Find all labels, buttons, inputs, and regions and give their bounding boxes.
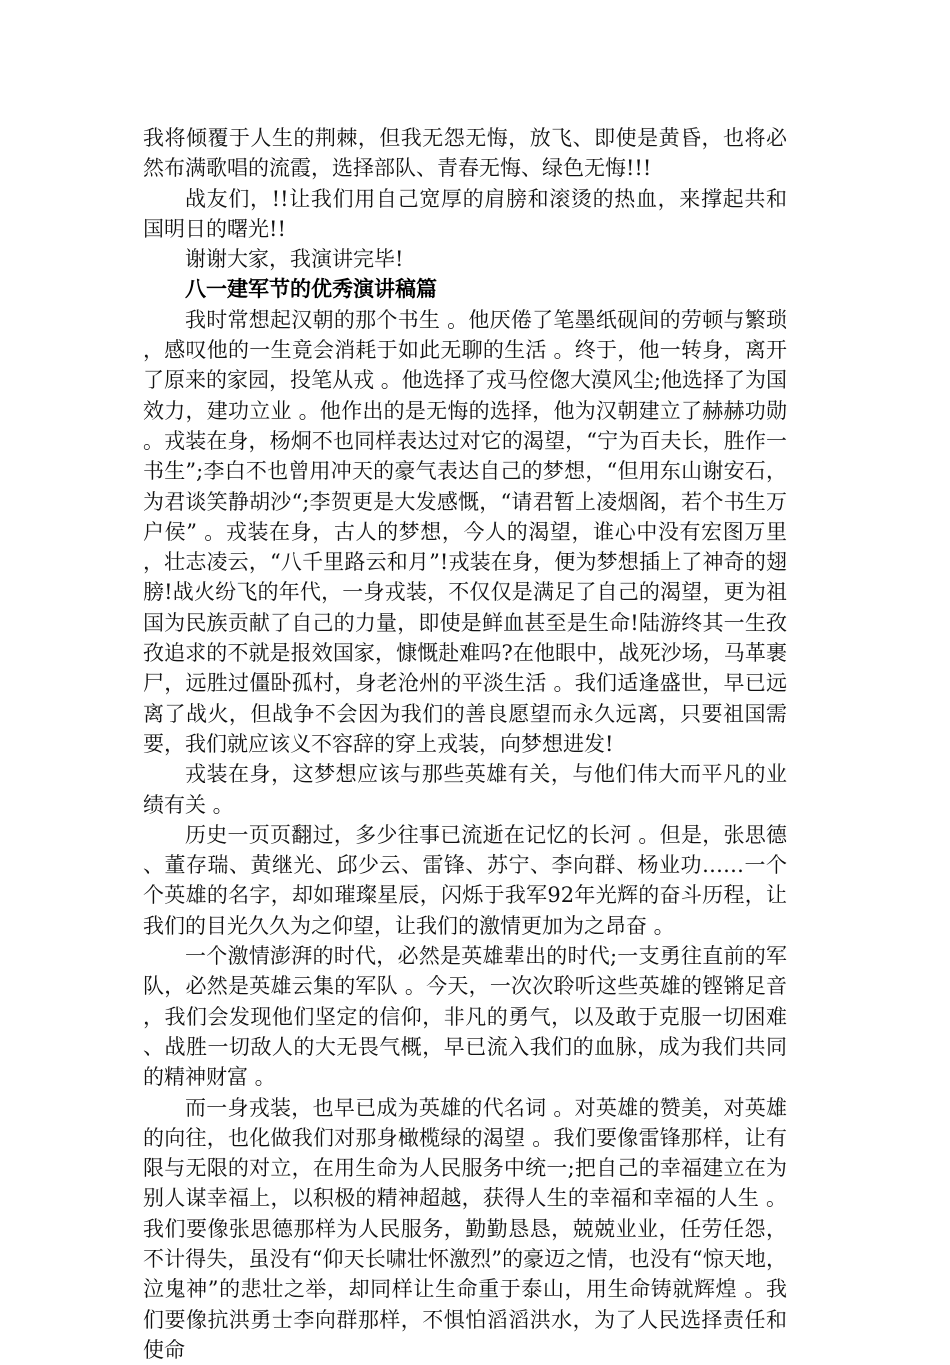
paragraph: 历史一页页翻过，多少往事已流逝在记忆的长河 。但是，张思德、董存瑞、黄继光、邱少云、雷锋、苏宁、李向群、杨业功……一个个英雄的名字，却如璀璨星辰，闪烁于我军92年光辉的奋斗历程，让我们的目光久久为之仰望，让我们的激情更加为之昂奋 。 <box>143 820 787 941</box>
paragraph: 一个激情澎湃的时代，必然是英雄辈出的时代;一支勇往直前的军队，必然是英雄云集的军队 。今天，一次次聆听这些英雄的铿锵足音，我们会发现他们坚定的信仰，非凡的勇气，以及敢于克服一切困难、战胜一切敌人的大无畏气概，早已流入我们的血脉，成为我们共同的精神财富 。 <box>143 941 787 1092</box>
document-body <box>143 123 787 1365</box>
paragraph: 谢谢大家，我演讲完毕! <box>143 244 787 274</box>
section-heading: 八一建军节的优秀演讲稿篇 <box>143 274 787 304</box>
paragraph: 戎装在身，这梦想应该与那些英雄有关，与他们伟大而平凡的业绩有关 。 <box>143 759 787 820</box>
paragraph: 战友们，!!让我们用自己宽厚的肩膀和滚烫的热血，来撑起共和国明日的曙光!! <box>143 184 787 245</box>
paragraph: 我时常想起汉朝的那个书生 。他厌倦了笔墨纸砚间的劳顿与繁琐，感叹他的一生竟会消耗于如此无聊的生活 。终于，他一转身，离开了原来的家园，投笔从戎 。他选择了戎马倥偬大漠风尘;他选择了为国效力，建功立业 。他作出的是无悔的选择，他为汉朝建立了赫赫功勋 。戎装在身，杨炯不也同样表达过对它的渴望，“宁为百夫长，胜作一书生”;李白不也曾用冲天的豪气表达自己的梦想，“但用东山谢安石，为君谈笑静胡沙“;李贺更是大发感慨，“请君暂上凌烟阁，若个书生万户侯” 。戎装在身，古人的梦想，今人的渴望，谁心中没有宏图万里，壮志凌云，“八千里路云和月”!戎装在身，便为梦想插上了神奇的翅膀!战火纷飞的年代，一身戎装，不仅仅是满足了自己的渴望，更为祖国为民族贡献了自己的力量，即使是鲜血甚至是生命!陆游终其一生孜孜追求的不就是报效国家，慷慨赴难吗?在他眼中，战死沙场，马革裹尸，远胜过僵卧孤村，身老沧州的平淡生活 。我们适逢盛世，早已远离了战火，但战争不会因为我们的善良愿望而永久远离，只要祖国需要，我们就应该义不容辞的穿上戎装，向梦想进发! <box>143 305 787 759</box>
paragraph: 而一身戎装，也早已成为英雄的代名词 。对英雄的赞美，对英雄的向往，也化做我们对那身橄榄绿的渴望 。我们要像雷锋那样，让有限与无限的对立，在用生命为人民服务中统一;把自己的幸福建立在为别人谋幸福上，以积极的精神超越，获得人生的幸福和幸福的人生 。我们要像张思德那样为人民服务，勤勤恳恳，兢兢业业，任劳任怨，不计得失，虽没有“仰天长啸壮怀激烈”的豪迈之情，也没有“惊天地，泣鬼神”的悲壮之举，却同样让生命重于泰山，用生命铸就辉煌 。我们要像抗洪勇士李向群那样，不惧怕滔滔洪水，为了人民选择责任和使命 <box>143 1093 787 1365</box>
paragraph: 我将倾覆于人生的荆棘，但我无怨无悔，放飞、即使是黄昏，也将必然布满歌唱的流霞，选择部队、青春无悔、绿色无悔!!! <box>143 123 787 184</box>
